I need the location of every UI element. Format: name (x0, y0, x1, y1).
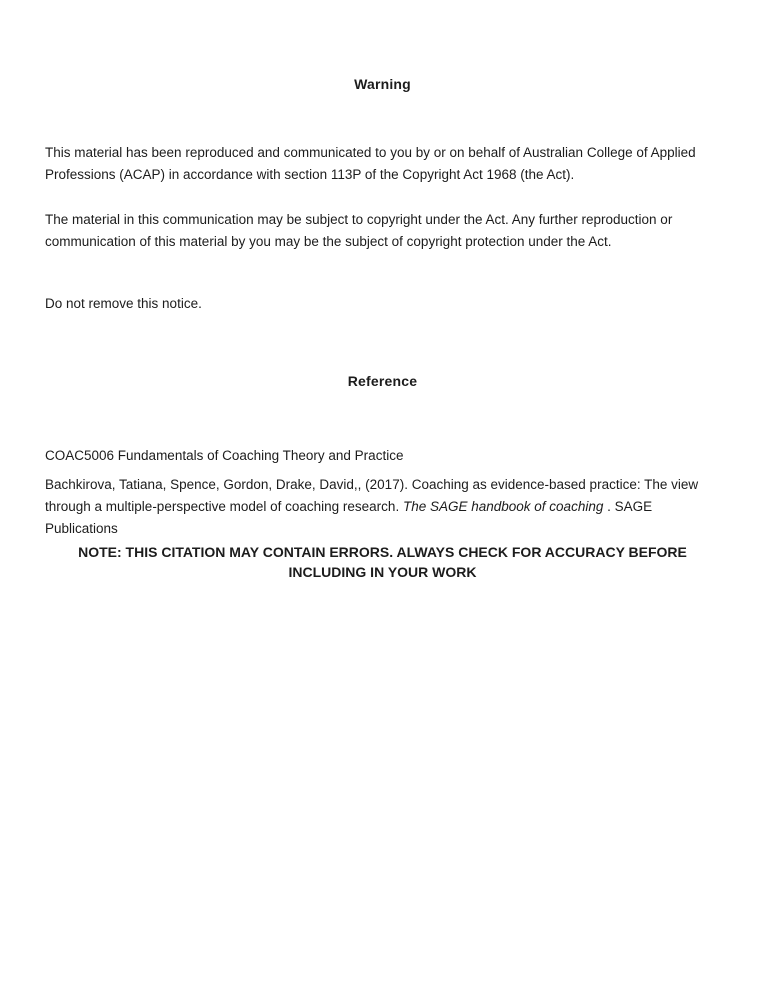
copyright-paragraph-1: This material has been reproduced and communicated to you by or on behalf of Australian College of Applied Professions (ACAP) in accordance with section 113P of the Copyright Act 1968 (the Act). (45, 145, 696, 182)
do-not-remove-notice: Do not remove this notice. (45, 296, 202, 311)
copyright-paragraph-2: The material in this communication may be subject to copyright under the Act. Any further reproduction or communication of this material by you may be the subject of copyright protection under the Act. (45, 212, 673, 249)
reference-heading: Reference (347, 373, 418, 389)
citation-accuracy-note: NOTE: THIS CITATION MAY CONTAIN ERRORS. ALWAYS CHECK FOR ACCURACY BEFORE INCLUDING IN YOUR WORK (78, 544, 687, 580)
citation (45, 474, 720, 540)
citation-text-part1: Bachkirova, Tatiana, Spence, Gordon, Drake, David,, (2017). Coaching as evidence-based practice: The view through a multiple-perspective model of coaching research. (45, 477, 699, 514)
citation-book-title: The SAGE handbook of coaching (402, 499, 604, 514)
course-title: COAC5006 Fundamentals of Coaching Theory and Practice (45, 448, 404, 463)
citation-text-part2: . SAGE Publications (45, 499, 653, 536)
warning-heading: Warning (354, 76, 411, 92)
